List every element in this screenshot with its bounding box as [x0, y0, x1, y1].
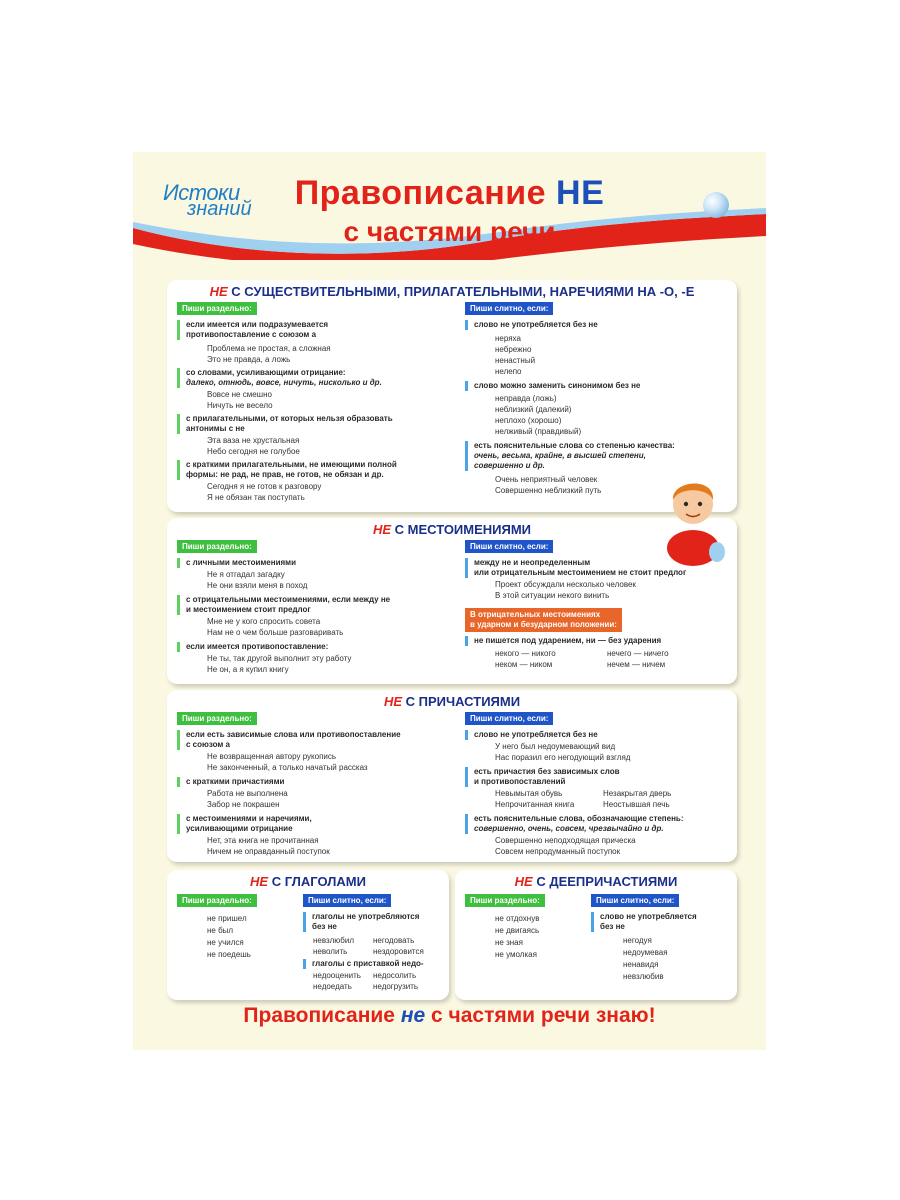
- word: неблизкий (далекий): [495, 405, 572, 414]
- example: Не ты, так другой выполнит эту работу: [207, 654, 352, 663]
- rule: глаголы не употребляются без не: [303, 912, 419, 932]
- word: не отдохнув: [495, 914, 540, 923]
- word: ненастный: [495, 356, 536, 365]
- word: небрежно: [495, 345, 532, 354]
- tag-separate: Пиши раздельно:: [177, 894, 257, 907]
- word: не поедешь: [207, 950, 251, 959]
- example: Нет, эта книга не прочитанная: [207, 836, 319, 845]
- rule: если имеется противопоставление:: [177, 642, 328, 652]
- example: Вовсе не смешно: [207, 390, 272, 399]
- rule: с личными местоимениями: [177, 558, 296, 568]
- word: недоедать: [313, 982, 352, 991]
- word: неплохо (хорошо): [495, 416, 562, 425]
- example: У него был недоумевающий вид: [495, 742, 616, 751]
- word: Неостывшая печь: [603, 800, 670, 809]
- section-title: НЕ С СУЩЕСТВИТЕЛЬНЫМИ, ПРИЛАГАТЕЛЬНЫМИ, НАРЕЧИЯМИ НА -О, -Е: [209, 284, 695, 299]
- word: негодуя: [623, 936, 652, 945]
- example: Очень неприятный человек: [495, 475, 598, 484]
- rule: есть причастия без зависимых слов и противопоставлений: [465, 767, 620, 787]
- word: не был: [207, 926, 234, 935]
- example: Не он, а я купил книгу: [207, 665, 289, 674]
- example: Это не правда, а ложь: [207, 355, 291, 364]
- title-main: Правописание: [294, 174, 547, 212]
- example: Не законченный, а только начатый рассказ: [207, 763, 368, 772]
- rule: между не и неопределенным или отрицательным местоимением не стоит предлог: [465, 558, 686, 578]
- example: Не они взяли меня в поход: [207, 581, 308, 590]
- rule: глаголы с приставкой недо-: [303, 959, 424, 969]
- word: Непрочитанная книга: [495, 800, 575, 809]
- example: Не возвращенная автору рукопись: [207, 752, 337, 761]
- word: не зная: [495, 938, 523, 947]
- logo-line1: Истоки: [163, 180, 240, 205]
- word: неволить: [313, 947, 348, 956]
- tag-together: Пиши слитно, если:: [303, 894, 391, 907]
- rule: есть пояснительные слова, обозначающие степень: совершенно, очень, совсем, чрезвычайно и др.: [465, 814, 684, 834]
- footer-slogan: Правописание не с частями речи знаю!: [243, 1004, 656, 1027]
- word: неряха: [495, 334, 521, 343]
- word: нелепо: [495, 367, 522, 376]
- tag-stress: В отрицательных местоимениях в ударном и безударном положении:: [465, 608, 622, 632]
- word: невзлюбив: [623, 972, 664, 981]
- example: Работа не выполнена: [207, 789, 288, 798]
- rule: есть пояснительные слова со степенью качества: очень, весьма, крайне, в высшей степени, совершенно и др.: [465, 441, 675, 471]
- example: Проект обсуждали несколько человек: [495, 580, 636, 589]
- word: негодовать: [373, 936, 415, 945]
- word: не пришел: [207, 914, 247, 923]
- example: Небо сегодня не голубое: [207, 447, 300, 456]
- word: неправда (ложь): [495, 394, 557, 403]
- section-pronouns: [167, 518, 737, 684]
- word: невзлюбил: [313, 936, 354, 945]
- rule: с местоимениями и наречиями, усиливающими отрицание: [177, 814, 312, 834]
- rule: если имеется или подразумевается противопоставление с союзом а: [177, 320, 328, 340]
- word-pair: некого — никого: [495, 649, 556, 658]
- boy-illustration: [661, 470, 731, 566]
- page-subtitle: с частями речи: [343, 216, 556, 247]
- title-highlight: НЕ: [556, 174, 605, 212]
- rule: не пишется под ударением, ни — без ударения: [465, 636, 661, 646]
- example: Проблема не простая, а сложная: [207, 344, 331, 353]
- rule: слово можно заменить синонимом без не: [465, 381, 640, 391]
- page-title: [133, 174, 766, 213]
- example: Сегодня я не готов к разговору: [207, 482, 322, 491]
- section-title: НЕ С ПРИЧАСТИЯМИ: [383, 694, 521, 709]
- tag-separate: Пиши раздельно:: [177, 302, 257, 315]
- poster: [133, 152, 766, 1050]
- word: Невымытая обувь: [495, 789, 563, 798]
- word: не учился: [207, 938, 244, 947]
- word: ненавидя: [623, 960, 659, 969]
- word: нелживый (правдивый): [495, 427, 582, 436]
- word: недогрузить: [373, 982, 419, 991]
- example: Я не обязан так поступать: [207, 493, 305, 502]
- rule: слово не употребляется без не: [591, 912, 697, 932]
- rule: с краткими причастиями: [177, 777, 284, 787]
- example: Совершенно неблизкий путь: [495, 486, 602, 495]
- example: Мне не у кого спросить совета: [207, 617, 321, 626]
- word: недооценить: [313, 971, 361, 980]
- tag-together: Пиши слитно, если:: [465, 540, 553, 553]
- example: Совершенно неподходящая прическа: [495, 836, 636, 845]
- rule: с прилагательными, от которых нельзя образовать антонимы с не: [177, 414, 393, 434]
- tag-together: Пиши слитно, если:: [465, 712, 553, 725]
- rule: с краткими прилагательными, не имеющими полной формы: не рад, не прав, не готов, не обязан и др.: [177, 460, 397, 480]
- example: Ничуть не весело: [207, 401, 273, 410]
- rule: слово не употребляется без не: [465, 320, 598, 330]
- section-verbs: [167, 870, 449, 1000]
- word: недоумевая: [623, 948, 668, 957]
- example: Нас поразил его негодующий взгляд: [495, 753, 631, 762]
- section-title: НЕ С ДЕЕПРИЧАСТИЯМИ: [514, 874, 678, 889]
- tag-together: Пиши слитно, если:: [465, 302, 553, 315]
- rule: слово не употребляется без не: [465, 730, 598, 740]
- word-pair: нечем — ничем: [607, 660, 666, 669]
- example: Забор не покрашен: [207, 800, 280, 809]
- tag-separate: Пиши раздельно:: [465, 894, 545, 907]
- example: В этой ситуации некого винить: [495, 591, 610, 600]
- word-pair: нечего — ничего: [607, 649, 669, 658]
- section-gerunds: [455, 870, 737, 1000]
- section-nouns-adjectives: [167, 280, 737, 512]
- word: не умолкая: [495, 950, 537, 959]
- example: Совсем непродуманный поступок: [495, 847, 621, 856]
- section-title: НЕ С ГЛАГОЛАМИ: [250, 874, 366, 889]
- tag-together: Пиши слитно, если:: [591, 894, 679, 907]
- rule: со словами, усиливающими отрицание: далеко, отнюдь, вовсе, ничуть, нисколько и др.: [177, 368, 382, 388]
- section-participles: [167, 690, 737, 862]
- example: Не я отгадал загадку: [207, 570, 285, 579]
- example: Нам не о чем больше разговаривать: [207, 628, 344, 637]
- word: недосолить: [373, 971, 417, 980]
- tag-separate: Пиши раздельно:: [177, 540, 257, 553]
- word: Незакрытая дверь: [603, 789, 672, 798]
- section-title: НЕ С МЕСТОИМЕНИЯМИ: [372, 522, 532, 537]
- word-pair: неком — ником: [495, 660, 553, 669]
- rule: если есть зависимые слова или противопоставление с союзом а: [177, 730, 401, 750]
- example: Эта ваза не хрустальная: [207, 436, 300, 445]
- logo-line2: знаний: [187, 198, 252, 220]
- rule: с отрицательными местоимениями, если между не и местоимением стоит предлог: [177, 595, 390, 615]
- word: нездоровится: [373, 947, 424, 956]
- example: Ничем не оправданный поступок: [207, 847, 330, 856]
- tag-separate: Пиши раздельно:: [177, 712, 257, 725]
- word: не двигаясь: [495, 926, 540, 935]
